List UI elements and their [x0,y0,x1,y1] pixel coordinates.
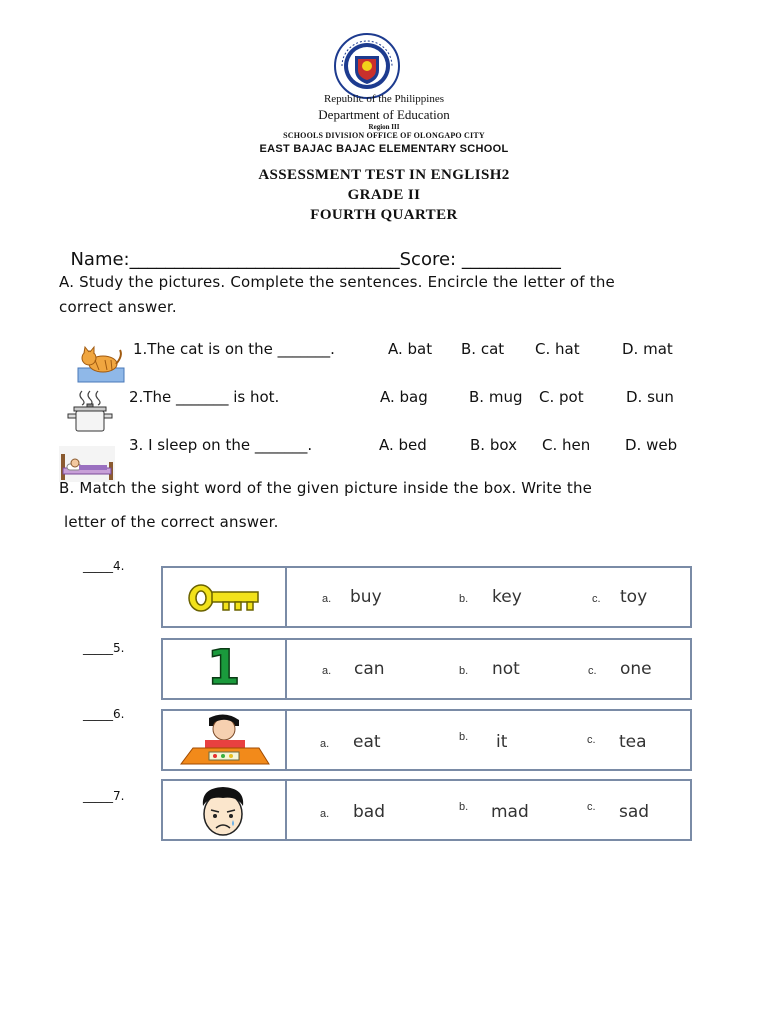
grade-title: GRADE II [347,187,421,203]
key-icon [187,582,261,614]
q3-option-b[interactable]: B. box [470,436,517,454]
q5-option-b-letter: b. [459,665,469,677]
number-one-icon: 1 [207,640,241,696]
name-score-row [59,228,561,270]
q1-option-d[interactable]: D. mat [622,340,673,358]
q7-match-box [161,779,692,841]
deped-seal-logo [333,32,401,100]
q7-option-c-letter: c. [587,801,596,813]
part-a-instruction-line1: A. Study the pictures. Complete the sentences. Encircle the letter of the [59,273,615,291]
q5-option-a-word[interactable]: can [354,659,385,679]
q6-picture-cell [163,711,287,769]
q7-option-b-word[interactable]: mad [491,802,529,822]
test-title: ASSESSMENT TEST IN ENGLISH2 [258,167,510,183]
quarter-title: FOURTH QUARTER [310,207,458,223]
part-b-instruction-line2: letter of the correct answer. [59,513,279,531]
q7-option-c-word[interactable]: sad [619,802,650,822]
republic-line: Republic of the Philippines [323,93,445,105]
name-field[interactable]: Name:______________________________ [70,249,400,270]
q3-option-c[interactable]: C. hen [542,436,591,454]
q5-option-c-letter: c. [588,665,597,677]
q1-option-b[interactable]: B. cat [461,340,505,358]
q6-option-c-letter: c. [587,734,596,746]
q7-option-a-word[interactable]: bad [353,802,385,822]
sad-face-icon [197,784,249,838]
q2-option-b[interactable]: B. mug [469,388,523,406]
q5-answer-blank[interactable]: _____5. [83,641,125,655]
q4-option-a-letter: a. [322,593,332,605]
q6-option-b-letter: b. [459,731,469,743]
q4-option-c-word[interactable]: toy [620,587,648,607]
q4-picture-cell [163,568,287,626]
q4-match-box [161,566,692,628]
q1-sentence: 1.The cat is on the _______. [133,340,335,358]
q7-option-b-letter: b. [459,801,469,813]
q2-option-d[interactable]: D. sun [626,388,674,406]
q6-option-c-word[interactable]: tea [619,732,647,752]
part-a-instruction-line2: correct answer. [59,298,177,316]
q2-option-a[interactable]: A. bag [380,388,428,406]
q5-option-b-word[interactable]: not [492,659,520,679]
q2-sentence: 2.The _______ is hot. [129,388,280,406]
q2-option-c[interactable]: C. pot [539,388,584,406]
region-line: Region III [368,123,400,131]
part-b-instruction-line1: B. Match the sight word of the given picture inside the box. Write the [59,479,593,497]
q4-option-c-letter: c. [592,593,601,605]
q3-option-a[interactable]: A. bed [379,436,427,454]
q5-option-a-letter: a. [322,665,332,677]
q6-option-b-word[interactable]: it [496,732,508,752]
q3-option-d[interactable]: D. web [625,436,678,454]
q7-option-a-letter: a. [320,808,330,820]
q6-option-a-word[interactable]: eat [353,732,381,752]
pot-icon [66,389,114,435]
q6-option-a-letter: a. [320,738,330,750]
q1-option-a[interactable]: A. bat [388,340,433,358]
boy-eating-icon [179,714,271,766]
q4-answer-blank[interactable]: _____4. [83,559,125,573]
cat-icon [77,344,125,384]
q6-answer-blank[interactable]: _____6. [83,707,125,721]
q5-picture-cell [163,640,287,698]
score-field[interactable]: Score: ___________ [399,249,561,270]
q4-option-a-word[interactable]: buy [350,587,382,607]
division-line: SCHOOLS DIVISION OFFICE OF OLONGAPO CITY [283,131,485,140]
q5-match-box [161,638,692,700]
department-line: Department of Education [318,107,450,122]
q1-option-c[interactable]: C. hat [535,340,580,358]
q4-option-b-word[interactable]: key [492,587,522,607]
q7-picture-cell [163,781,287,839]
q7-answer-blank[interactable]: _____7. [83,789,125,803]
q4-option-b-letter: b. [459,593,469,605]
q3-sentence: 3. I sleep on the _______. [129,436,313,454]
q5-option-c-word[interactable]: one [620,659,652,679]
school-line: EAST BAJAC BAJAC ELEMENTARY SCHOOL [259,143,509,155]
q6-match-box [161,709,692,771]
